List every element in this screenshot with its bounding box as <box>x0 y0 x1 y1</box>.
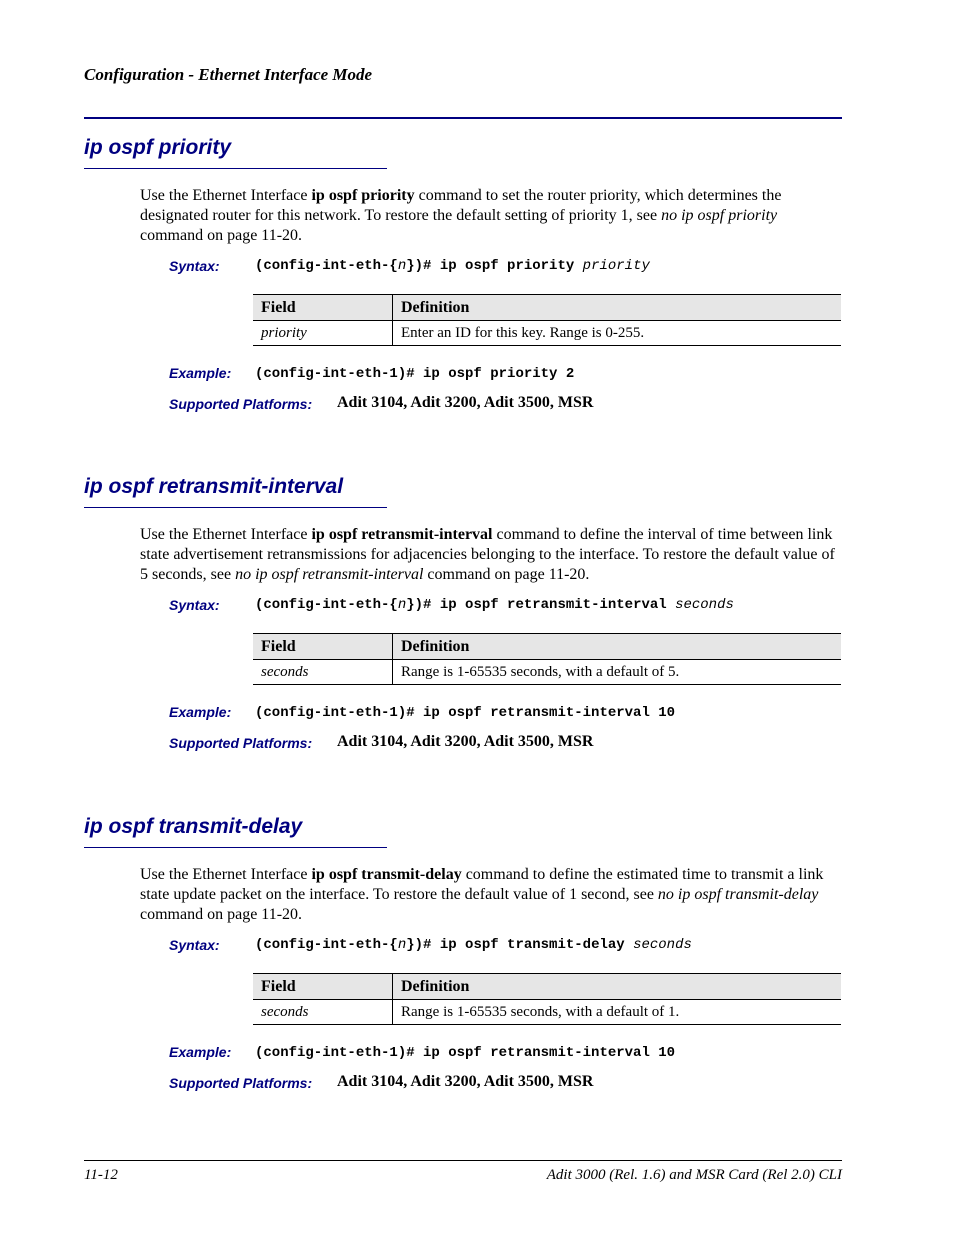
field-header: Field <box>253 295 393 321</box>
table-row <box>253 660 841 685</box>
platforms-label: Supported Platforms: <box>169 1075 313 1091</box>
syntax-command: })# ip ospf priority <box>406 258 583 274</box>
section-rule <box>84 168 387 169</box>
platforms-list: Adit 3104, Adit 3200, Adit 3500, MSR <box>337 394 594 411</box>
table-row <box>253 321 841 346</box>
syntax-label: Syntax: <box>169 258 220 274</box>
desc-text: command to define the interval of time between link state advertisement retransmissions for adjacencies belonging to the interface. To restore the default value of 5 seconds, see <box>140 526 835 583</box>
section-ip-ospf-priority <box>0 136 954 456</box>
syntax-label: Syntax: <box>169 597 220 613</box>
table-header-row <box>253 634 841 660</box>
desc-reference: no ip ospf priority <box>661 207 778 224</box>
document-title: Adit 3000 (Rel. 1.6) and MSR Card (Rel 2.0) CLI <box>546 1167 842 1183</box>
desc-text: command to set the router priority, which determines the designated router for this network. To restore the default setting of priority 1, see <box>140 187 782 224</box>
platforms-label: Supported Platforms: <box>169 396 313 412</box>
field-definition: Enter an ID for this key. Range is 0-255. <box>393 321 842 346</box>
platforms-label: Supported Platforms: <box>169 735 313 751</box>
field-table <box>253 973 841 1025</box>
syntax-argument: seconds <box>675 597 734 613</box>
desc-text: command on page 11-20. <box>423 566 590 583</box>
field-name: seconds <box>253 1000 393 1025</box>
section-description <box>140 525 842 585</box>
example-code: (config-int-eth-1)# ip ospf retransmit-interval 10 <box>255 1045 676 1061</box>
section-rule <box>84 507 387 508</box>
syntax-var: n <box>397 597 407 613</box>
syntax-prefix: (config-int-eth-{ <box>255 258 398 274</box>
desc-text: Use the Ethernet Interface <box>140 526 312 543</box>
syntax-code <box>255 258 650 274</box>
syntax-prefix: (config-int-eth-{ <box>255 597 398 613</box>
definition-header: Definition <box>393 974 842 1000</box>
table-header-row <box>253 974 841 1000</box>
field-name: priority <box>253 321 393 346</box>
desc-text: command on page 11-20. <box>140 906 303 923</box>
section-rule <box>84 847 387 848</box>
section-title: ip ospf priority <box>84 136 231 159</box>
example-label: Example: <box>169 365 232 381</box>
field-table <box>253 294 841 346</box>
desc-text: Use the Ethernet Interface <box>140 866 312 883</box>
platforms-list: Adit 3104, Adit 3200, Adit 3500, MSR <box>337 733 594 750</box>
syntax-code <box>255 937 692 953</box>
field-header: Field <box>253 634 393 660</box>
definition-header: Definition <box>393 295 842 321</box>
desc-text: command on page 11-20. <box>140 227 303 244</box>
desc-text: command to define the estimated time to transmit a link state update packet on the interface. To restore the default value of 1 second, see <box>140 866 824 903</box>
field-definition: Range is 1-65535 seconds, with a default of 1. <box>393 1000 842 1025</box>
example-code: (config-int-eth-1)# ip ospf retransmit-interval 10 <box>255 705 676 721</box>
definition-header: Definition <box>393 634 842 660</box>
example-code: (config-int-eth-1)# ip ospf priority 2 <box>255 366 575 382</box>
syntax-var: n <box>397 937 407 953</box>
field-definition: Range is 1-65535 seconds, with a default of 5. <box>393 660 842 685</box>
desc-command: ip ospf retransmit-interval <box>311 526 493 543</box>
syntax-label: Syntax: <box>169 937 220 953</box>
syntax-code <box>255 597 734 613</box>
field-table <box>253 633 841 685</box>
page-number: 11-12 <box>84 1167 118 1183</box>
section-ip-ospf-transmit-delay <box>0 815 954 1135</box>
desc-command: ip ospf transmit-delay <box>311 866 462 883</box>
example-label: Example: <box>169 1044 232 1060</box>
syntax-argument: priority <box>582 258 650 274</box>
section-ip-ospf-retransmit-interval <box>0 475 954 795</box>
syntax-command: })# ip ospf transmit-delay <box>406 937 634 953</box>
header-rule <box>84 117 842 119</box>
field-name: seconds <box>253 660 393 685</box>
desc-command: ip ospf priority <box>311 187 415 204</box>
section-description <box>140 186 842 246</box>
field-header: Field <box>253 974 393 1000</box>
desc-reference: no ip ospf retransmit-interval <box>235 566 424 583</box>
footer-rule <box>84 1160 842 1161</box>
section-title: ip ospf retransmit-interval <box>84 475 344 498</box>
syntax-var: n <box>397 258 407 274</box>
platforms-list: Adit 3104, Adit 3200, Adit 3500, MSR <box>337 1073 594 1090</box>
section-description <box>140 865 842 925</box>
table-row <box>253 1000 841 1025</box>
section-title: ip ospf transmit-delay <box>84 815 303 838</box>
syntax-command: })# ip ospf retransmit-interval <box>406 597 676 613</box>
table-header-row <box>253 295 841 321</box>
syntax-argument: seconds <box>633 937 692 953</box>
example-label: Example: <box>169 704 232 720</box>
desc-text: Use the Ethernet Interface <box>140 187 312 204</box>
syntax-prefix: (config-int-eth-{ <box>255 937 398 953</box>
desc-reference: no ip ospf transmit-delay <box>657 886 819 903</box>
running-header: Configuration - Ethernet Interface Mode <box>84 65 373 84</box>
